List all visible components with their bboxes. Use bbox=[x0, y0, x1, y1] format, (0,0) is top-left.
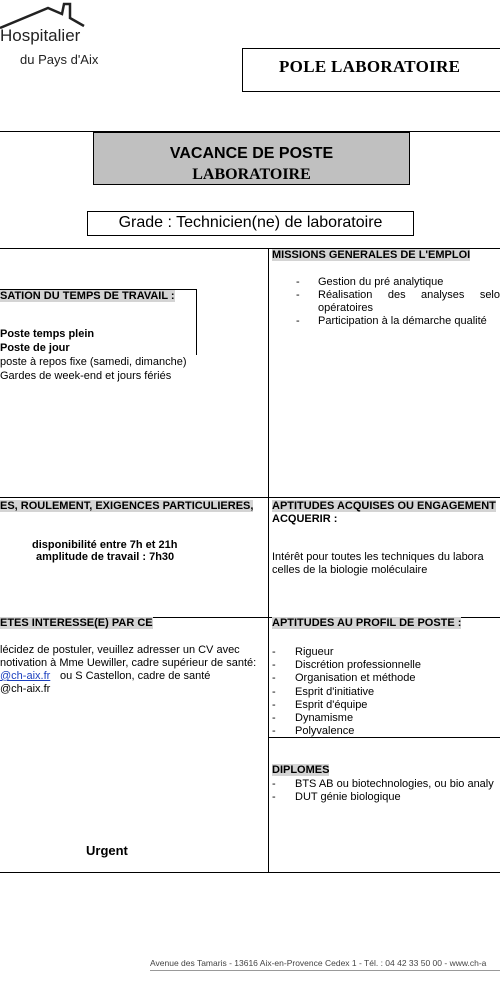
missions-header: MISSIONS GENERALES DE L'EMPLOI bbox=[272, 249, 471, 261]
profile-item: - Discrétion professionnelle bbox=[272, 659, 421, 672]
apply-line-3-rest: ou S Castellon, cadre de santé bbox=[60, 670, 211, 682]
mission-item-cont: opératoires bbox=[318, 302, 374, 314]
amplitude: amplitude de travail : 7h30 bbox=[36, 551, 175, 563]
work-time-box-border bbox=[0, 289, 196, 290]
logo-text: Hospitalier bbox=[0, 26, 81, 45]
aptitudes-acquired-header: APTITUDES ACQUISES OU ENGAGEMENT bbox=[272, 500, 496, 512]
work-time-box-border bbox=[196, 289, 197, 355]
diplomas-header: DIPLOMES bbox=[272, 764, 330, 776]
work-time-rest: poste à repos fixe (samedi, dimanche) bbox=[0, 356, 187, 368]
apply-line-1: lécidez de postuler, veuillez adresser un CV avec bbox=[0, 644, 240, 656]
constraints-header: ES, ROULEMENT, EXIGENCES PARTICULIERES, bbox=[0, 500, 254, 512]
apply-line-4: @ch-aix.fr bbox=[0, 683, 51, 695]
logo-subtext: du Pays d'Aix bbox=[20, 52, 99, 67]
interested-header: ETES INTERESSE(E) PAR CE bbox=[0, 617, 153, 629]
aptitudes-acquired-header-2: ACQUERIR : bbox=[272, 513, 338, 525]
apply-line-3 bbox=[0, 670, 266, 682]
availability: disponibilité entre 7h et 21h bbox=[32, 539, 178, 551]
aptitudes-acquired-text: Intérêt pour toutes les techniques du labora bbox=[272, 551, 484, 563]
missions-dash: - bbox=[296, 315, 300, 327]
grade-label: Grade : Technicien(ne) de laboratoire bbox=[118, 214, 383, 231]
pole-title: POLE LABORATOIRE bbox=[279, 57, 461, 76]
footer-divider bbox=[150, 970, 500, 971]
profile-item: - Organisation et méthode bbox=[272, 672, 416, 685]
profile-item: - Polyvalence bbox=[272, 725, 355, 738]
profile-item: - Esprit d'équipe bbox=[272, 698, 368, 711]
mission-item: Participation à la démarche qualité bbox=[318, 315, 487, 327]
apply-line-2: notivation à Mme Uewiller, cadre supérieur de santé: bbox=[0, 657, 257, 669]
email-link[interactable]: @ch-aix.fr bbox=[0, 670, 51, 682]
work-time-day: Poste de jour bbox=[0, 342, 70, 354]
profile-item: - Rigueur bbox=[272, 646, 334, 658]
mission-item: Gestion du pré analytique bbox=[318, 276, 444, 288]
mission-item: Réalisation des analyses selo bbox=[318, 289, 500, 301]
work-time-full: Poste temps plein bbox=[0, 328, 95, 340]
vacancy-subtitle: LABORATOIRE bbox=[192, 166, 311, 183]
vacancy-title: VACANCE DE POSTE bbox=[169, 145, 334, 162]
table-center-divider bbox=[268, 248, 269, 872]
urgent-label: Urgent bbox=[86, 843, 128, 858]
table-bottom-border bbox=[0, 872, 500, 873]
missions-dash: - bbox=[296, 289, 300, 301]
footer-address: Avenue des Tamaris - 13616 Aix-en-Provence Cedex 1 - Tél. : 04 42 33 50 00 - www.ch-a bbox=[150, 958, 487, 968]
work-time-guards: Gardes de week-end et jours fériés bbox=[0, 370, 172, 382]
missions-dash: - bbox=[296, 276, 300, 288]
work-time-header: SATION DU TEMPS DE TRAVAIL : bbox=[0, 290, 175, 302]
profile-item: - Esprit d'initiative bbox=[272, 685, 375, 698]
aptitudes-acquired-text-2: celles de la biologie moléculaire bbox=[272, 564, 428, 576]
table-row-divider bbox=[0, 497, 500, 498]
profile-header: APTITUDES AU PROFIL DE POSTE : bbox=[272, 617, 462, 629]
diploma-item: - BTS AB ou biotechnologies, ou bio analy bbox=[272, 778, 494, 790]
profile-list bbox=[272, 646, 421, 738]
diploma-item: - DUT génie biologique bbox=[272, 791, 401, 803]
profile-item: - Dynamisme bbox=[272, 711, 354, 724]
